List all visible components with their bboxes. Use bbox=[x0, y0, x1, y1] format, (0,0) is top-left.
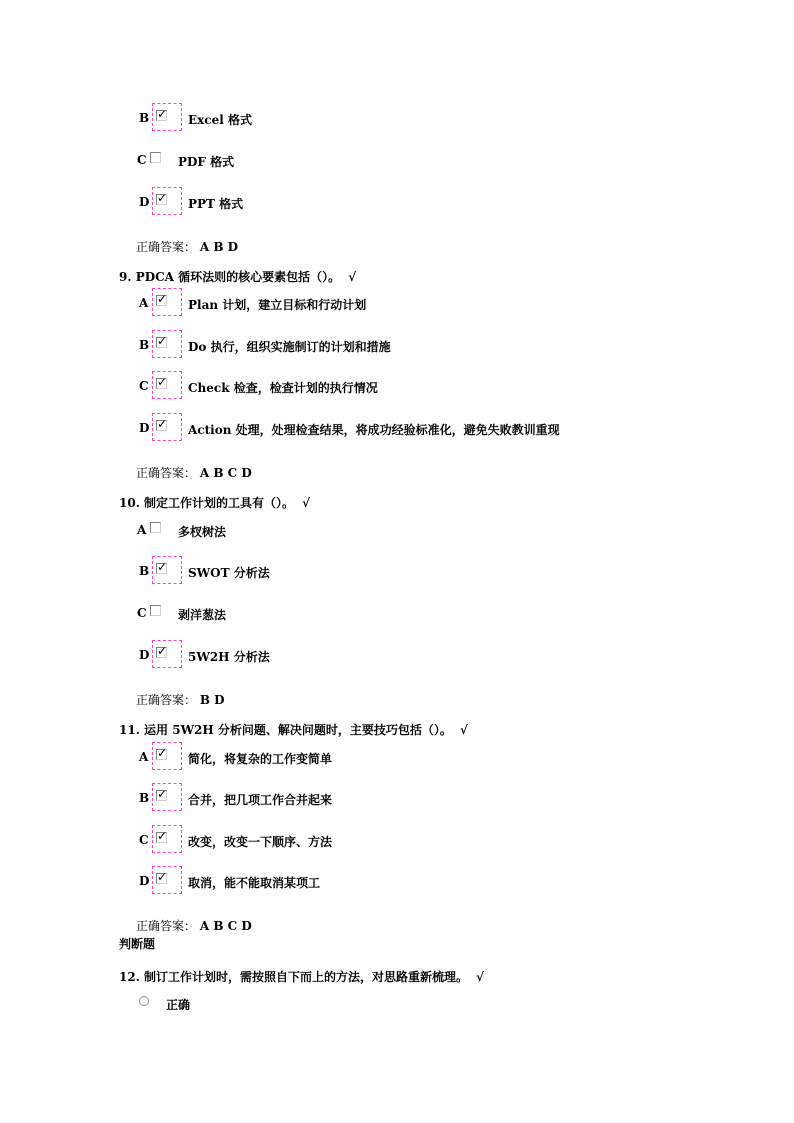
section-title: 判断题 bbox=[119, 937, 156, 951]
question-text bbox=[119, 494, 310, 511]
option-letter: A bbox=[139, 750, 149, 764]
checkmark-icon: ✓ bbox=[157, 292, 168, 306]
question-text bbox=[119, 268, 356, 285]
option-text: Check 检查，检查计划的执行情况 bbox=[188, 381, 378, 395]
option-letter: B bbox=[139, 791, 150, 805]
checkmark-icon: ✓ bbox=[157, 829, 168, 843]
option-text: 改变，改变一下顺序、方法 bbox=[188, 835, 333, 849]
option-text: 合并，把几项工作合并起来 bbox=[188, 793, 333, 807]
checkmark-icon: ✓ bbox=[157, 375, 168, 389]
checkmark-icon: ✓ bbox=[157, 870, 168, 884]
option-letter: C bbox=[139, 379, 149, 393]
checkmark-icon: ✓ bbox=[157, 746, 168, 760]
checkmark-icon: ✓ bbox=[157, 191, 168, 205]
option-checkbox-a[interactable] bbox=[150, 522, 161, 533]
correct-mark-icon: √ bbox=[459, 723, 468, 737]
option-text: 正确 bbox=[166, 998, 191, 1012]
option-checkbox-c[interactable] bbox=[150, 152, 161, 163]
option-checkbox-a[interactable] bbox=[156, 292, 168, 306]
option-radio-true[interactable] bbox=[139, 996, 149, 1006]
option-letter: D bbox=[139, 421, 150, 435]
option-text: 取消，能不能取消某项工 bbox=[188, 876, 321, 890]
option-letter: D bbox=[139, 648, 150, 662]
option-checkbox-b[interactable] bbox=[156, 787, 168, 801]
option-text: Plan 计划，建立目标和行动计划 bbox=[188, 298, 367, 312]
correct-answer bbox=[136, 917, 252, 934]
checkmark-icon: ✓ bbox=[157, 644, 168, 658]
checkmark-icon: ✓ bbox=[157, 107, 168, 121]
option-checkbox-b[interactable] bbox=[156, 334, 168, 348]
option-checkbox-d[interactable] bbox=[156, 417, 168, 431]
correct-mark-icon: √ bbox=[348, 270, 357, 284]
option-checkbox-d[interactable] bbox=[156, 870, 168, 884]
option-letter: C bbox=[139, 833, 149, 847]
option-checkbox-d[interactable] bbox=[156, 644, 168, 658]
answer-value: A B D bbox=[199, 240, 239, 254]
option-letter: B bbox=[139, 338, 150, 352]
option-checkbox-d[interactable] bbox=[156, 191, 168, 205]
option-checkbox-c[interactable] bbox=[150, 605, 161, 616]
question-stem: 10. 制定工作计划的工具有（）。 bbox=[119, 496, 295, 510]
option-text: 剥洋葱法 bbox=[178, 608, 227, 622]
checkmark-icon: ✓ bbox=[157, 787, 168, 801]
answer-label: 正确答案： bbox=[136, 240, 197, 254]
option-letter: A bbox=[139, 296, 149, 310]
answer-label: 正确答案： bbox=[136, 693, 197, 707]
correct-answer bbox=[136, 691, 225, 708]
option-checkbox-b[interactable] bbox=[156, 107, 168, 121]
option-letter: C bbox=[137, 153, 147, 167]
option-letter: B bbox=[139, 564, 150, 578]
correct-answer bbox=[136, 464, 252, 481]
option-text: 5W2H 分析法 bbox=[188, 650, 270, 664]
checkmark-icon: ✓ bbox=[157, 334, 168, 348]
answer-value: B D bbox=[199, 693, 225, 707]
question-stem: 9. PDCA 循环法则的核心要素包括（）。 bbox=[119, 270, 341, 284]
question-stem: 12. 制订工作计划时，需按照自下而上的方法，对思路重新梳理。 bbox=[119, 970, 469, 984]
option-letter: A bbox=[137, 523, 147, 537]
question-text bbox=[119, 968, 484, 985]
correct-mark-icon: √ bbox=[476, 970, 484, 984]
option-checkbox-c[interactable] bbox=[156, 375, 168, 389]
answer-label: 正确答案： bbox=[136, 466, 197, 480]
option-checkbox-c[interactable] bbox=[156, 829, 168, 843]
answer-value: A B C D bbox=[199, 466, 252, 480]
option-letter: D bbox=[139, 874, 150, 888]
option-text: Do 执行，组织实施制订的计划和措施 bbox=[188, 340, 391, 354]
option-letter: C bbox=[137, 606, 147, 620]
question-text bbox=[119, 721, 468, 738]
option-text: Excel 格式 bbox=[188, 113, 252, 127]
correct-mark-icon: √ bbox=[302, 496, 310, 510]
option-letter: D bbox=[139, 195, 150, 209]
correct-answer bbox=[136, 238, 238, 255]
option-checkbox-b[interactable] bbox=[156, 560, 168, 574]
option-text: PDF 格式 bbox=[178, 155, 235, 169]
option-text: 多杈树法 bbox=[178, 525, 227, 539]
checkmark-icon: ✓ bbox=[157, 417, 168, 431]
checkmark-icon: ✓ bbox=[157, 560, 168, 574]
option-letter: B bbox=[139, 111, 150, 125]
option-text: SWOT 分析法 bbox=[188, 566, 270, 580]
option-text: Action 处理，处理检查结果，将成功经验标准化，避免失败教训重现 bbox=[188, 423, 560, 437]
option-text: 简化，将复杂的工作变简单 bbox=[188, 752, 333, 766]
question-stem: 11. 运用 5W2H 分析问题、解决问题时，主要技巧包括（）。 bbox=[119, 723, 452, 737]
option-checkbox-a[interactable] bbox=[156, 746, 168, 760]
answer-label: 正确答案： bbox=[136, 919, 197, 933]
answer-value: A B C D bbox=[199, 919, 252, 933]
option-text: PPT 格式 bbox=[188, 197, 244, 211]
